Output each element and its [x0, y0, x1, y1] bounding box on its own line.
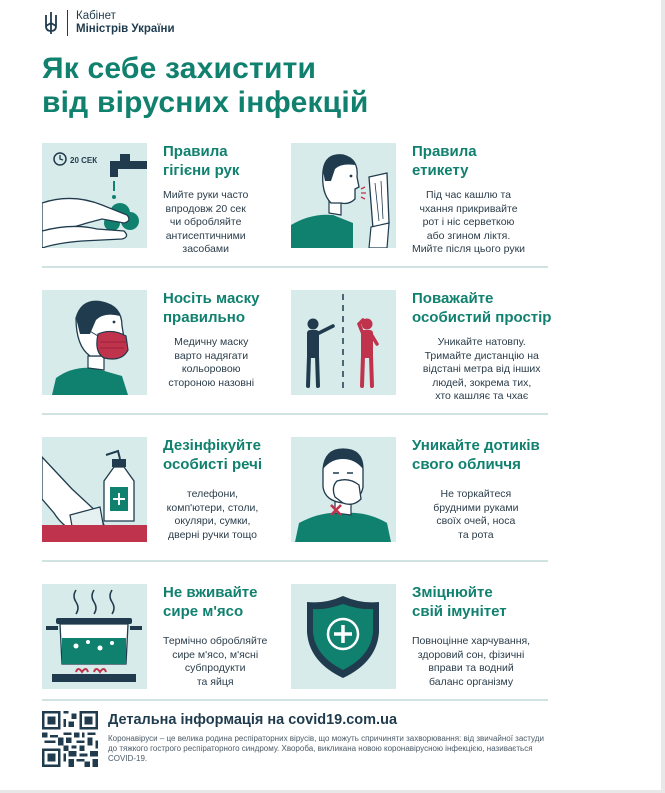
tile-description: телефони, комп'ютери, столи, окуляри, сумки, дверні ручки тощо	[166, 488, 259, 541]
boiling-pot-icon	[42, 584, 147, 689]
tile-raw-meat	[42, 584, 267, 689]
trident-icon	[43, 11, 59, 35]
tile-hand-hygiene	[42, 143, 248, 257]
footer-note: Коронавіруси – це велика родина респіраторних вірусів, що можуть спричиняти захворювання: від звичайної застуди до тяжкого гострого респіраторного синдрому. Хвороба, викликана новою коронавірусною інфекцією, називається COVID-19.	[108, 734, 544, 763]
tile-title: Дезінфікуйте особисті речі	[163, 437, 262, 473]
tile-description: Мийте руки часто впродовж 20 сек чи обробляйте антисептичними засобами	[163, 189, 249, 255]
page-title: Як себе захистити від вірусних інфекцій	[42, 52, 369, 119]
tile-title: Поважайте особистий простір	[412, 290, 552, 326]
row-divider	[42, 560, 548, 562]
tile-title: Уникайте дотиків свого обличчя	[412, 437, 540, 473]
shield-plus-icon	[291, 584, 396, 689]
tile-description: Медичну маску варто надягати кольоровою стороною назовні	[168, 336, 255, 389]
tile-description: Під час кашлю та чхання прикривайте рот і ніс серветкою або згином ліктя. Мийте після цього руки	[412, 189, 526, 255]
tile-text	[412, 437, 540, 542]
handwash-icon	[42, 143, 147, 248]
tile-title: Носіть маску правильно	[163, 290, 260, 326]
tile-description: Не торкайтеся брудними руками своїх очей, носа та рота	[433, 488, 519, 541]
disinfect-icon	[42, 437, 147, 542]
info-link[interactable]: Детальна інформація на covid19.com.ua	[108, 712, 398, 728]
mask-icon	[42, 290, 147, 395]
tile-face-touch	[291, 437, 540, 542]
row-divider	[42, 266, 548, 268]
face-touch-icon	[291, 437, 396, 542]
tile-text	[412, 290, 551, 404]
tile-immunity	[291, 584, 530, 689]
row-divider	[42, 413, 548, 415]
tile-text	[163, 143, 248, 257]
tile-text	[163, 437, 262, 542]
header-divider	[67, 10, 68, 36]
tile-mask	[42, 290, 259, 395]
tile-disinfect	[42, 437, 262, 542]
tile-text	[412, 143, 525, 257]
page-edge	[661, 0, 665, 793]
org-name: Кабінет Міністрів України	[76, 10, 175, 35]
qr-code-icon[interactable]	[42, 711, 98, 767]
tile-text	[412, 584, 530, 689]
tile-text	[163, 290, 259, 395]
tile-distance	[291, 290, 551, 404]
tile-etiquette	[291, 143, 525, 257]
tile-text	[163, 584, 267, 689]
sneeze-icon	[291, 143, 396, 248]
tile-title: Правила етикету	[412, 143, 477, 179]
distance-icon	[291, 290, 396, 395]
header	[43, 10, 175, 36]
tile-title: Зміцнюйте свій імунітет	[412, 584, 507, 620]
tile-description: Повноцінне харчування, здоровий сон, фізичні вправи та водний баланс організму	[412, 635, 531, 688]
tile-description: Уникайте натовпу. Тримайте дистанцію на відстані метра від інших людей, зокрема тих, хто кашляє та чхає	[422, 336, 541, 402]
row-divider	[42, 699, 548, 701]
tile-title: Правила гігієни рук	[163, 143, 240, 179]
svg-text:20 СЕК: 20 СЕК	[70, 156, 98, 165]
tile-description: Термічно обробляйте сире м'ясо, м'ясні субпродукти та яйця	[163, 635, 268, 688]
tile-title: Не вживайте сире м'ясо	[163, 584, 258, 620]
